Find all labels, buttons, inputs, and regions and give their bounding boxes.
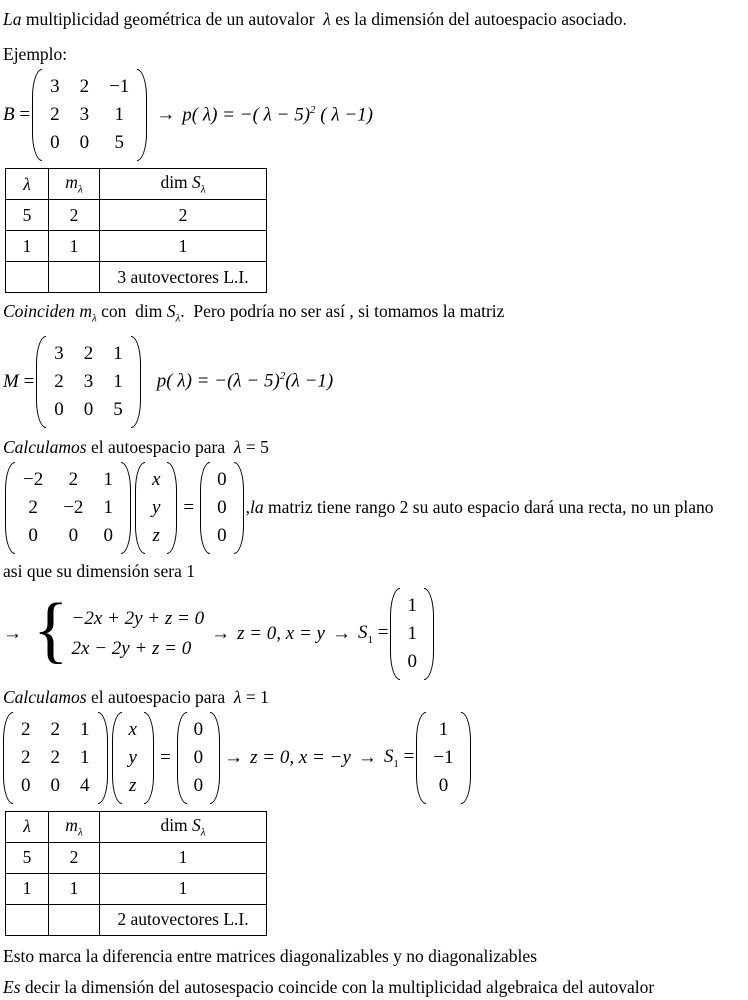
matrix-cell: 5 [113,398,123,420]
matrix-cells [15,462,121,554]
intro-lead: La [3,9,22,29]
matrix-paren-right [131,336,141,428]
matrix-cell: 2 [68,468,79,490]
solution-text: z = 0, x = −y [250,746,351,768]
matrix-paren-right [234,462,244,554]
table-row [6,231,267,262]
matrix-paren-left [5,462,15,554]
matrix-paren-right [98,712,108,804]
matrix-paren-right [167,462,177,554]
matrix-paren-right [424,588,434,680]
matrix-b [32,69,147,161]
vector-cell: x [151,468,161,490]
header-lambda: λ [6,811,49,842]
eigenspace-label: $S_1$ = [357,621,389,646]
arrow-right-icon: → [331,622,351,644]
matrix-cell: 1 [80,746,90,768]
header-dim-s: dim $S_\lambda$ [100,169,267,200]
matrix-b-cells [42,69,137,161]
matrix-cell: 2 [50,718,60,740]
matrix-cells [13,712,98,804]
vector-cells [210,462,234,554]
matrix-cell: 1 [103,496,113,518]
matrix-paren-left [135,462,145,554]
matrix-paren-left [200,462,210,554]
matrix-cell: 5 [114,132,124,153]
multiplicity-table-1 [5,168,267,293]
matrix-paren-right [144,712,154,804]
table-cell: 3 autovectores L.I. [100,262,267,293]
vector-cells [122,712,144,804]
eigenvector-s1 [390,588,434,680]
vector-cell: 0 [193,774,204,796]
rank-note: ,la matriz tiene rango 2 su auto espacio dará una recta, no un plano [245,497,714,517]
matrix-cell: 1 [113,342,123,364]
matrix-cell: 3 [54,342,64,364]
matrix-cell: 1 [113,370,123,392]
exponent: 2 [279,370,286,383]
intro-tail: es la dimensión del autoespacio asociado. [330,9,627,29]
eigen-equation-lambda1 [3,712,748,804]
matrix-cell: 2 [28,496,38,518]
vector-cell: 0 [407,650,417,672]
equals-sign: = [159,746,171,768]
multiplicity-table-2 [5,811,267,936]
characteristic-polynomial-m: p( $\lambda) = -(\lambda - 5)^2(\lambda -1)$ [156,370,334,392]
system-brace: { [33,589,69,672]
matrix-paren-left [3,712,13,804]
table-cell: 1 [6,231,49,262]
vector-cell: 1 [438,718,449,740]
eigenspace-label: $S_1$ = [383,745,415,770]
matrix-cell: 0 [50,774,60,796]
matrix-m-label: M = [3,370,35,392]
table-cell: 1 [100,842,267,873]
matrix-paren-left [416,712,426,804]
matrix-cell: 2 [50,746,60,768]
matrix-paren-left [32,69,42,161]
coefficient-matrix-lambda1 [3,712,108,804]
vector-cells [145,462,167,554]
matrix-m [36,336,141,428]
matrix-paren-right [461,712,471,804]
matrix-m-cells [46,336,131,428]
equation-line: −2x + 2y + z = 0 [71,607,205,629]
matrix-cell: 2 [50,104,60,125]
calc-lambda1-heading: Calculamos el autoespacio para λ = 1 [3,686,269,707]
table-cell: 2 [49,200,100,231]
exponent: 2 [310,103,316,116]
vector-cell: 0 [217,496,227,518]
system-lambda5 [3,588,748,680]
matrix-cell: 0 [28,524,38,546]
calc-lambda5-heading: Calculamos el autoespacio para λ = 5 [3,436,269,457]
table-cell [6,904,49,935]
vector-cells [426,712,460,804]
vector-cell: z [129,774,137,796]
matrix-paren-right [137,69,147,161]
matrix-paren-right [210,712,220,804]
matrix-cell: 2 [54,370,64,392]
matrix-cell: 2 [83,342,94,364]
equation-stack [72,604,205,664]
vector-cell: 0 [193,746,204,768]
table-row [6,873,267,904]
matrix-cell: 3 [79,104,90,125]
matrix-cell: −2 [23,468,44,490]
matrix-cell: −1 [109,76,130,97]
table-cell: 2 [49,842,100,873]
vector-cell: 1 [407,594,417,616]
matrix-cell: 3 [83,370,94,392]
table-cell [49,262,100,293]
table-cell: 2 autovectores L.I. [100,904,267,935]
table-cell: 1 [6,873,49,904]
matrix-b-label: B = [3,104,31,125]
matrix-cell: 0 [21,774,31,796]
matrix-cell: 2 [79,76,90,97]
equals-sign: = [183,496,195,518]
vector-cell: y [128,746,137,768]
table-cell [49,904,100,935]
characteristic-polynomial-b: p( λ) = −( λ − 5)$^2$ ( λ −1) [182,103,373,126]
equation-line: 2x − 2y + z = 0 [71,637,192,659]
arrow-right-icon: → [357,746,377,768]
table-cell: 1 [49,231,100,262]
header-lambda: λ [6,169,49,200]
table-cell: 1 [100,873,267,904]
table-row [6,904,267,935]
conclusion-line-1: Esto marca la diferencia entre matrices diagonalizables y no diagonalizables [3,945,537,966]
intro-body: multiplicidad geométrica de un autovalor [21,9,324,29]
vector-cell: 1 [407,622,417,644]
equation-m [3,336,748,428]
coinciden-line: Coinciden $m_\lambda$ con dim $S_\lambda$. Pero podría no ser así , si tomamos la matriz [3,301,505,325]
zero-vector [200,462,244,554]
matrix-cell: 0 [103,524,113,546]
matrix-cell: 0 [83,398,94,420]
matrix-paren-left [36,336,46,428]
intro-line [3,6,748,32]
vector-cell: y [151,496,161,518]
table-row [6,842,267,873]
matrix-paren-right [121,462,131,554]
matrix-cell: 0 [54,398,64,420]
coefficient-matrix-lambda5 [5,462,131,554]
matrix-cell: 0 [79,132,90,153]
vector-cell: 0 [217,524,227,546]
table-cell [6,262,49,293]
solution-text: z = 0, x = y [237,622,325,644]
table-cell: 1 [100,231,267,262]
matrix-cell: 1 [103,468,113,490]
matrix-cell: 2 [21,746,31,768]
matrix-cell: 4 [80,774,90,796]
matrix-paren-left [177,712,187,804]
matrix-cell: 3 [50,76,60,97]
matrix-cell: 2 [21,718,31,740]
header-dim-s: dim $S_\lambda$ [100,811,267,842]
table-cell: 5 [6,842,49,873]
header-m-lambda: $m_\lambda$ [49,169,100,200]
header-m-lambda: $m_\lambda$ [49,811,100,842]
arrow-right-icon: → [224,746,244,768]
vector-cell: z [152,524,160,546]
matrix-cell: 0 [50,132,60,153]
zero-vector [177,712,221,804]
variable-vector [112,712,154,804]
matrix-paren-left [390,588,400,680]
matrix-cell: −2 [63,496,84,518]
arrow-right-icon: → [3,622,22,644]
vector-cell: 0 [193,718,204,740]
equation-b [3,69,748,161]
table-header-row [6,169,267,200]
vector-cells [400,588,424,680]
eigenvector-s1 [416,712,470,804]
table-header-row [6,811,267,842]
vector-cell: 0 [438,774,449,796]
variable-vector [135,462,177,554]
eigen-equation-lambda5 [3,462,748,554]
vector-cell: 0 [217,468,227,490]
vector-cells [187,712,211,804]
matrix-paren-left [112,712,122,804]
table-row [6,262,267,293]
arrow-right-icon: → [211,622,231,644]
matrix-cell: 1 [80,718,90,740]
vector-cell: x [128,718,137,740]
conclusion-line-2: Es decir la dimensión del autosespacio coincide con la multiplicidad algebraica del autovalor [3,976,655,997]
lambda-symbol: λ [323,9,331,29]
vector-cell: −1 [433,746,454,768]
example-label: Ejemplo: [3,44,68,64]
matrix-cell: 1 [114,104,124,125]
table-cell: 5 [6,200,49,231]
table-cell: 1 [49,873,100,904]
arrow-right-icon: → [156,104,176,125]
table-row [6,200,267,231]
dimension-note: asi que su dimensión sera 1 [3,560,195,581]
table-cell: 2 [100,200,267,231]
matrix-cell: 0 [68,524,79,546]
